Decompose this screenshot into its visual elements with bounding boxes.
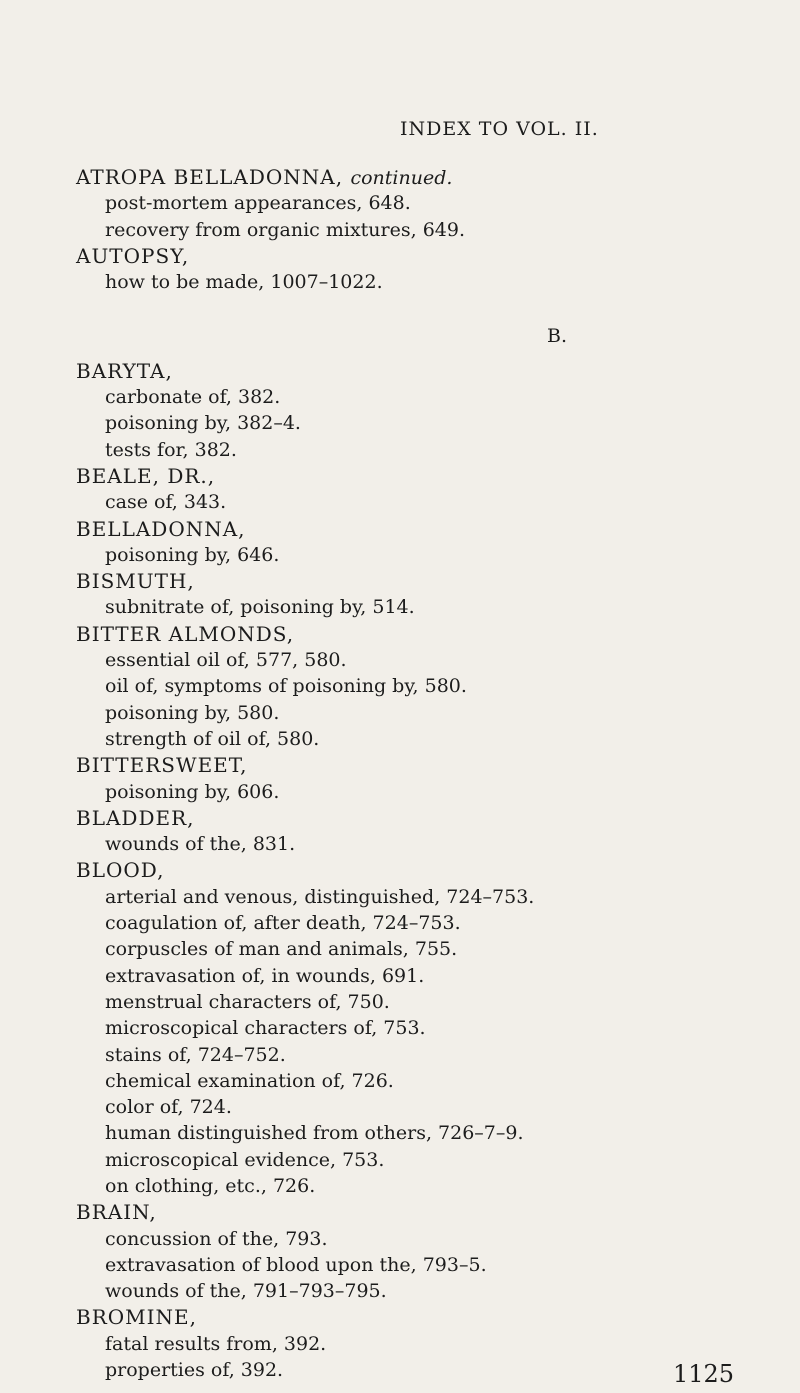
index-heading bbox=[64, 568, 744, 594]
running-head: INDEX TO VOL. II. bbox=[400, 118, 599, 140]
index-heading-text: BITTER ALMONDS, bbox=[76, 621, 295, 646]
index-heading-note: continued. bbox=[350, 167, 453, 189]
index-heading bbox=[64, 243, 744, 269]
index-heading bbox=[64, 805, 744, 831]
index-subentry: arterial and venous, distinguished, 724–753. bbox=[105, 885, 535, 908]
index-heading bbox=[64, 463, 744, 489]
index-subentry: poisoning by, 382–4. bbox=[105, 412, 301, 435]
index-heading bbox=[64, 752, 744, 778]
index-heading-text: BARYTA, bbox=[76, 358, 173, 383]
index-subentry: coagulation of, after death, 724–753. bbox=[105, 912, 461, 935]
index-heading bbox=[64, 164, 744, 190]
index-subentry: strength of oil of, 580. bbox=[105, 727, 320, 750]
index-subentry: concussion of the, 793. bbox=[105, 1227, 328, 1250]
index-heading bbox=[64, 621, 744, 647]
index-subentry: poisoning by, 646. bbox=[105, 543, 280, 566]
index-subentry: essential oil of, 577, 580. bbox=[105, 649, 347, 672]
index-heading-text: BLOOD, bbox=[76, 858, 165, 883]
index-subentry: properties of, 392. bbox=[105, 1359, 284, 1382]
index-subentry: case of, 343. bbox=[105, 491, 227, 514]
index-heading-text: BROMINE, bbox=[76, 1305, 197, 1330]
index-heading bbox=[64, 857, 744, 883]
index-subentry: poisoning by, 580. bbox=[105, 701, 280, 724]
index-subentry: post-mortem appearances, 648. bbox=[105, 192, 411, 215]
index-heading-text: AUTOPSY, bbox=[76, 243, 190, 268]
index-subentry: how to be made, 1007–1022. bbox=[105, 271, 383, 294]
index-subentry: menstrual characters of, 750. bbox=[105, 990, 390, 1013]
index-heading bbox=[64, 516, 744, 542]
index-subentry: carbonate of, 382. bbox=[105, 386, 281, 409]
index-subentry: human distinguished from others, 726–7–9. bbox=[105, 1122, 524, 1145]
index-subentry: corpuscles of man and animals, 755. bbox=[105, 938, 458, 961]
index-subentry: tests for, 382. bbox=[105, 438, 237, 461]
index-subentry: microscopical evidence, 753. bbox=[105, 1148, 385, 1171]
index-subentry: oil of, symptoms of poisoning by, 580. bbox=[105, 675, 467, 698]
index-subentry: extravasation of, in wounds, 691. bbox=[105, 964, 425, 987]
entries-after-section-letter bbox=[64, 358, 744, 1384]
section-letter: B. bbox=[547, 325, 568, 348]
index-subentry: subnitrate of, poisoning by, 514. bbox=[105, 596, 415, 619]
index-subentry: fatal results from, 392. bbox=[105, 1332, 327, 1355]
index-subentry: wounds of the, 831. bbox=[105, 833, 296, 856]
index-subentry: chemical examination of, 726. bbox=[105, 1069, 394, 1092]
index-subentry: extravasation of blood upon the, 793–5. bbox=[105, 1253, 487, 1276]
entries-before-section-letter bbox=[64, 164, 744, 295]
index-heading-text: BRAIN, bbox=[76, 1200, 157, 1225]
index-heading-text: BITTERSWEET, bbox=[76, 753, 248, 778]
index-subentry: on clothing, etc., 726. bbox=[105, 1174, 316, 1197]
index-subentry: color of, 724. bbox=[105, 1096, 232, 1119]
index-content bbox=[64, 164, 744, 1383]
index-heading bbox=[64, 1199, 744, 1225]
index-heading-text: BEALE, DR., bbox=[76, 463, 216, 488]
index-heading bbox=[64, 358, 744, 384]
index-heading-text: ATROPA BELLADONNA, bbox=[76, 165, 344, 189]
index-heading bbox=[64, 1304, 744, 1330]
page-number: 1125 bbox=[673, 1360, 735, 1388]
index-heading-text: BISMUTH, bbox=[76, 569, 195, 594]
index-subentry: microscopical characters of, 753. bbox=[105, 1017, 426, 1040]
index-subentry: stains of, 724–752. bbox=[105, 1043, 286, 1066]
index-heading-text: BELLADONNA, bbox=[76, 516, 246, 541]
index-subentry: wounds of the, 791–793–795. bbox=[105, 1280, 387, 1303]
index-subentry: poisoning by, 606. bbox=[105, 780, 280, 803]
index-heading-text: BLADDER, bbox=[76, 805, 195, 830]
index-subentry: recovery from organic mixtures, 649. bbox=[105, 218, 465, 241]
